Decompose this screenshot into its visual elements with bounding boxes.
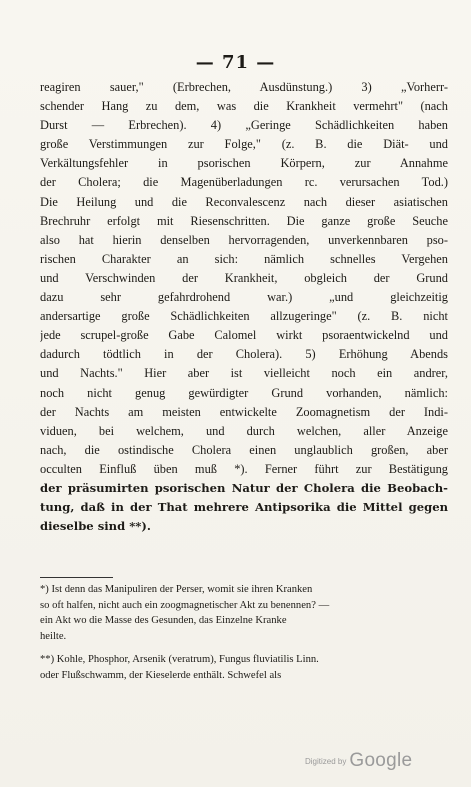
text-line: Verkältungsfehler in psorischen Körpern, zur Annahme	[40, 156, 448, 171]
text-line: und Nachts." Hier aber ist vielleicht noch ein andrer,	[40, 366, 448, 381]
footnote-line: *) Ist denn das Manipuliren der Perser, womit sie ihren Kranken	[40, 584, 313, 595]
body-text	[40, 78, 448, 536]
text-line: jede scrupel-große Gabe Calomel wirkt psoraentwickelnd und	[40, 328, 448, 343]
text-line: occulten Einfluß üben muß *). Ferner führt zur Bestätigung	[40, 461, 448, 476]
text-line: große Verstimmungen zur Folge," (z. B. die Diät- und	[40, 137, 448, 152]
footnotes	[40, 582, 450, 684]
page-number: — 71 —	[195, 52, 276, 73]
text-line-bold: der präsumirten psorischen Natur der Cholera die Beobach-	[40, 480, 448, 495]
footnote-line: heilte.	[40, 630, 67, 642]
footnote-2	[40, 652, 450, 683]
text-line-bold: dieselbe sind **).	[40, 519, 151, 534]
text-line: und Verschwinden der Krankheit, obgleich der Grund	[40, 270, 448, 285]
footnote-1	[40, 582, 450, 644]
text-line: viduen, bei welchem, und durch welchen, aller Anzeige	[40, 423, 448, 438]
text-line: der Cholera; die Magenüberladungen rc. verursachen Tod.)	[40, 175, 448, 190]
text-line: Durst — Erbrechen). 4) „Geringe Schädlichkeiten haben	[40, 118, 448, 133]
text-line: nach, die ostindische Cholera einen unglaublich großen, aber	[40, 442, 448, 457]
text-line: reagiren sauer," (Erbrechen, Ausdünstung.) 3) „Vorherr-	[40, 80, 448, 94]
text-line: andersartige große Schädlichkeiten allzugeringe" (z. B. nicht	[40, 309, 448, 324]
footnote-line: ein Akt wo die Masse des Gesunden, das Einzelne Kranke	[40, 615, 287, 627]
text-line: Die Heilung und die Reconvalescenz nach dieser asiatischen	[40, 194, 448, 209]
text-line-bold: tung, daß in der That mehrere Antipsorika die Mittel gegen	[40, 500, 448, 515]
footnote-line: so oft halfen, nicht auch ein zoogmagnetischer Akt zu benennen? —	[40, 599, 330, 611]
text-line: noch nicht genug gewürdigter Grund vorhanden, nämlich:	[40, 385, 448, 400]
text-line: rischen Charakter an sich: nämlich schnelles Vergehen	[40, 251, 448, 266]
text-line: der Nachts am meisten entwickelte Zoomagnetism der Indi-	[40, 404, 448, 419]
footnote-line: **) Kohle, Phosphor, Arsenik (veratrum), Fungus fluviatilis Linn.	[40, 654, 319, 666]
digitized-by-google-watermark	[305, 750, 412, 772]
text-line: also hat hierin denselben hervorragenden, unverkennbaren pso-	[40, 232, 448, 247]
footnote-separator	[40, 577, 113, 578]
footnote-line: oder Flußschwamm, der Kieselerde enthält. Schwefel als	[40, 669, 282, 681]
text-line: dadurch tödtlich in der Cholera). 5) Erhöhung Abends	[40, 347, 448, 362]
footnote-gap	[40, 644, 450, 652]
text-line: schender Hang zu dem, was die Krankheit vermehrt" (nach	[40, 99, 448, 114]
text-line: Brechruhr erfolgt mit Riesenschritten. Die ganze große Seuche	[40, 213, 448, 228]
text-line: dazu sehr gefahrdrohend war.) „und gleichzeitig	[40, 290, 448, 305]
watermark-small-text: Digitized by	[305, 756, 347, 766]
watermark-logo-text: Google	[349, 750, 413, 771]
